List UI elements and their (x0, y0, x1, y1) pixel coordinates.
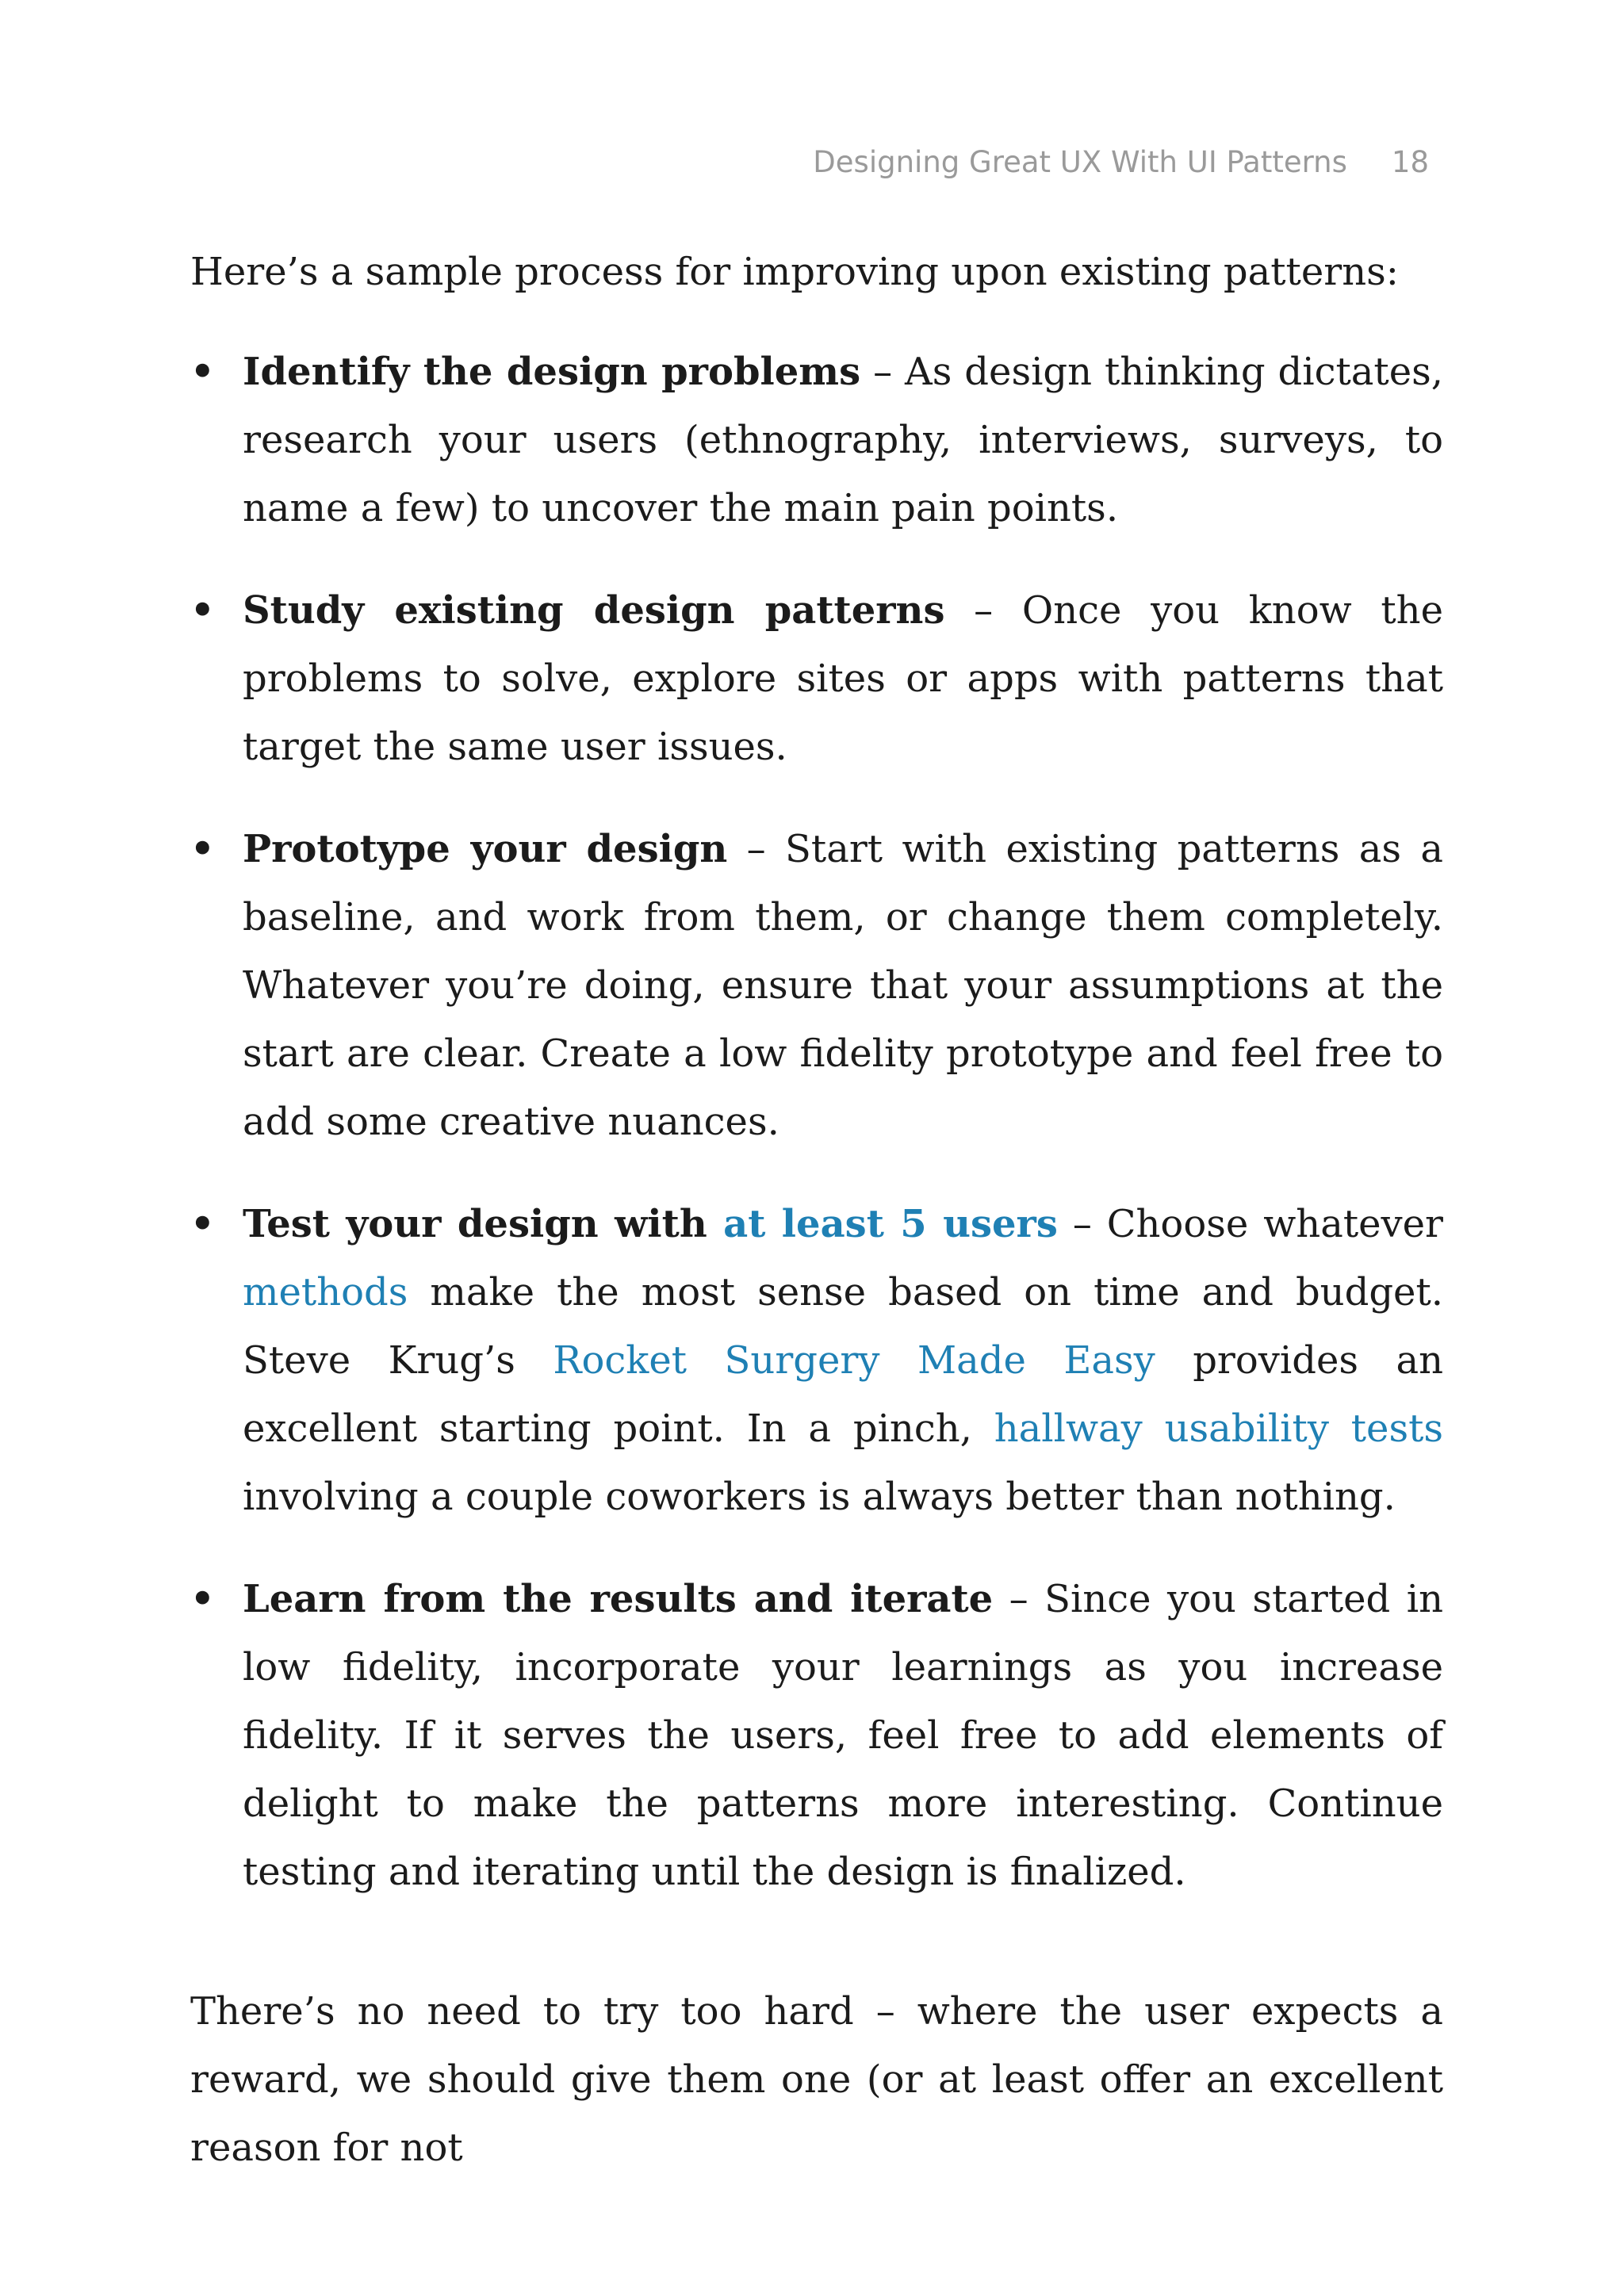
link-at-least-5-users[interactable]: at least 5 users (723, 1202, 1058, 1246)
step-body: – Once you know the problems to solve, explore sites or apps with patterns that target the same user issues. (243, 588, 1443, 769)
bullet-icon: • (190, 350, 215, 394)
intro-paragraph: Here’s a sample process for improving upon existing patterns: (190, 250, 1399, 294)
step-body-part: involving a couple coworkers is always better than nothing. (243, 1475, 1396, 1519)
list-item-prototype (190, 815, 1443, 1156)
closing-paragraph: There’s no need to try too hard – where the user expects a reward, we should give them one (or at least offer an excellent reason for not (190, 1989, 1443, 2170)
step-term: Identify the design problems (243, 350, 861, 394)
step-body-part: provides an excellent starting point. In a pinch, (243, 1338, 1444, 1451)
step-term: Test your design with (243, 1202, 724, 1246)
link-rocket-surgery[interactable]: Rocket Surgery Made Easy (553, 1338, 1155, 1383)
step-body: – Since you started in low fidelity, incorporate your learnings as you increase fidelity. If it serves the users, feel free to add elements of delight to make the patterns more interesting. Continue testing and iterating until the design is finalized. (243, 1577, 1443, 1894)
step-body-part: – Choose whatever (1057, 1202, 1444, 1246)
running-header (813, 145, 1429, 179)
bullet-icon: • (190, 827, 215, 871)
process-list (190, 338, 1443, 1906)
bullet-icon: • (190, 1202, 215, 1246)
bullet-icon: • (190, 1577, 215, 1621)
list-item-study-patterns (190, 576, 1443, 781)
link-hallway-usability-tests[interactable]: hallway usability tests (994, 1406, 1444, 1451)
page-number: 18 (1391, 145, 1429, 179)
bullet-icon: • (190, 588, 215, 633)
book-title: Designing Great UX With UI Patterns (813, 145, 1347, 179)
step-term: Study existing design patterns (243, 588, 945, 633)
step-term: Learn from the results and iterate (243, 1577, 994, 1621)
list-item-learn-iterate (190, 1565, 1443, 1906)
step-body: – As design thinking dictates, research your users (ethnography, interviews, surveys, to name a few) to uncover the main pain points. (243, 350, 1443, 530)
step-body-part: make the most sense based on time and budget. Steve Krug’s (243, 1270, 1443, 1383)
list-item-test-design (190, 1190, 1443, 1531)
list-item-identify-problems (190, 338, 1443, 542)
body-content (190, 238, 1443, 2182)
link-methods[interactable]: methods (243, 1270, 408, 1314)
step-term: Prototype your design (243, 827, 728, 871)
step-body: – Start with existing patterns as a baseline, and work from them, or change them completely. Whatever you’re doing, ensure that your assumptions at the start are clear. Create a low fidelity prototype and feel free to add some creative nuances. (243, 827, 1443, 1144)
